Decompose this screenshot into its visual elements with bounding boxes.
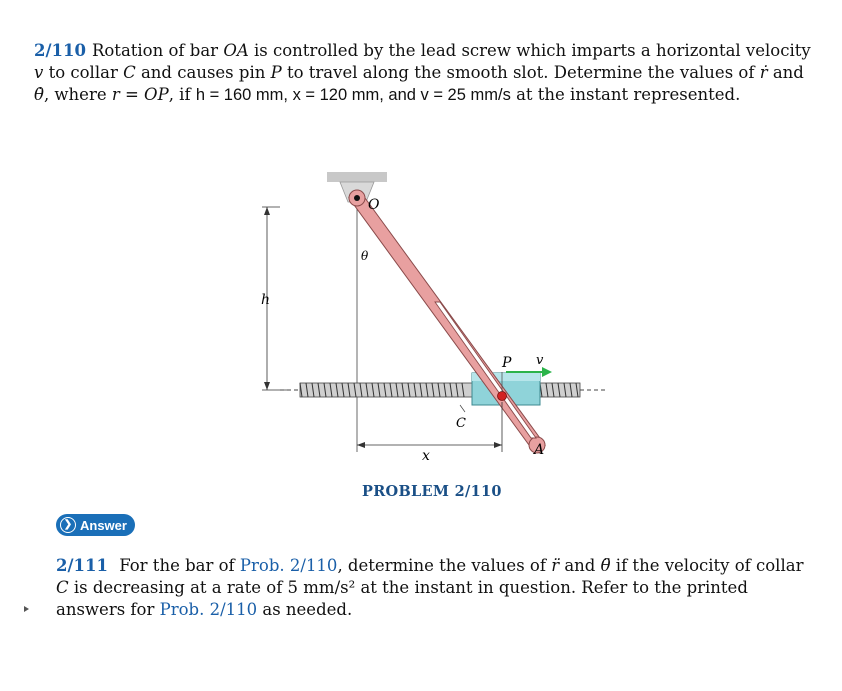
label-v: v: [536, 353, 544, 368]
answer-button-label: Answer: [80, 517, 127, 533]
label-o: O: [368, 197, 380, 213]
problem-figure: [240, 162, 610, 462]
link-prob-2-110-answers[interactable]: Prob. 2/110: [159, 600, 258, 619]
figure-caption: PROBLEM 2/110: [362, 483, 502, 500]
problem-111-text: 2/111 For the bar of Prob. 2/110, determine the values of r̈ and θ̈ if the velocity of collar C is decreasing at a rate of 5 mm/s² at the instant in question. Refer to the printed answers for Prob. 2/110 as needed.: [56, 556, 804, 619]
mechanism-diagram: [240, 162, 610, 462]
label-theta: θ: [361, 249, 369, 263]
problem-110-number: 2/110: [34, 41, 86, 60]
margin-marker-icon: [24, 606, 29, 612]
pivot-o: [354, 195, 360, 201]
problem-110-text: 2/110 Rotation of bar OA is controlled by the lead screw which imparts a horizontal velocity v to collar C and causes pin P to travel along the smooth slot. Determine the values of ṙ and θ̇, where r = OP, if h = 160 mm, x = 120 mm, and v = 25 mm/s at the instant represented.: [34, 41, 811, 104]
label-a: A: [534, 442, 545, 458]
ceiling-mount: [327, 172, 387, 182]
h-arrow-bottom: [264, 382, 270, 390]
given-values: h = 160 mm, x = 120 mm, and v = 25 mm/s: [195, 86, 511, 104]
label-x: x: [422, 448, 430, 462]
smooth-slot: [435, 302, 536, 438]
x-arrow-left: [357, 442, 365, 448]
link-prob-2-110[interactable]: Prob. 2/110: [239, 556, 338, 575]
answer-button[interactable]: [56, 514, 135, 536]
label-c: C: [456, 416, 466, 431]
problem-111-number: 2/111: [56, 556, 108, 575]
velocity-arrowhead: [542, 367, 552, 377]
pin-p: [498, 392, 507, 401]
h-arrow-top: [264, 207, 270, 215]
label-h: h: [261, 292, 271, 308]
chevron-right-icon: ❯: [60, 517, 76, 533]
r-definition: r = OP: [111, 85, 169, 104]
x-arrow-right: [494, 442, 502, 448]
label-p: P: [502, 355, 512, 371]
